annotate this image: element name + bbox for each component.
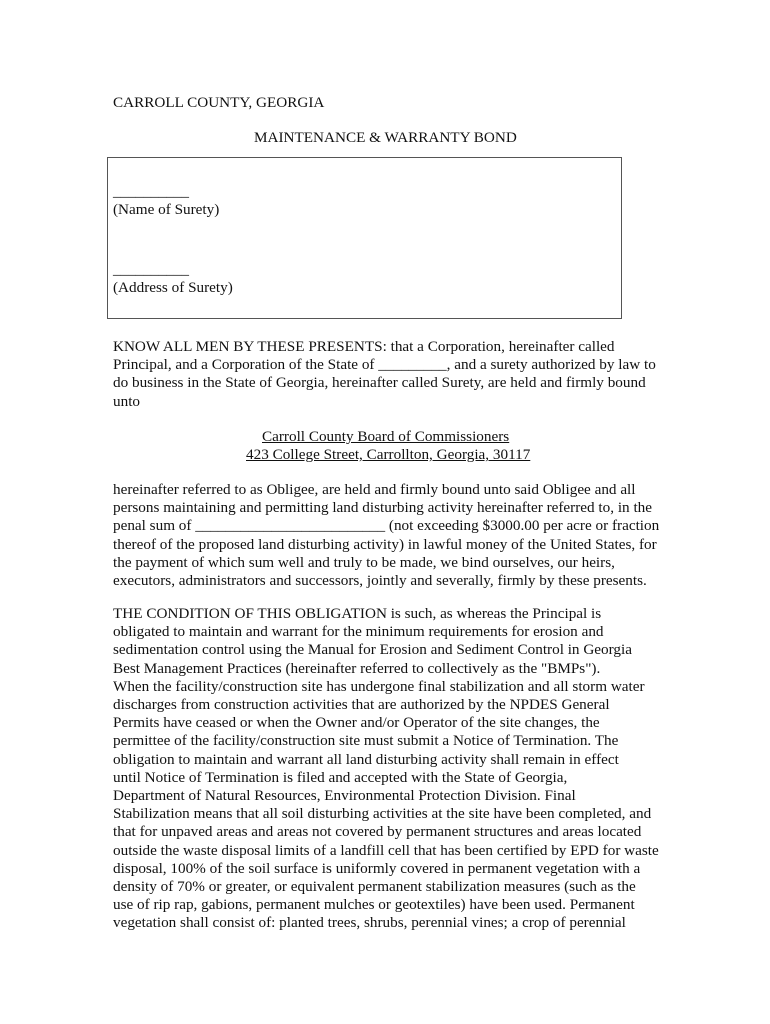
paragraph-line: Stabilization means that all soil disturbing activities at the site have been completed, and [113, 805, 652, 823]
obligee-paragraph [113, 481, 673, 590]
paragraph-line: outside the waste disposal limits of a landfill cell that has been certified by EPD for waste [113, 841, 659, 859]
obligee-name: Carroll County Board of Commissioners [262, 428, 510, 445]
paragraph-line: the payment of which sum well and truly to be made, we bind ourselves, our heirs, [113, 553, 615, 571]
paragraph-line: Best Management Practices (hereinafter referred to collectively as the "BMPs"). [113, 659, 601, 677]
paragraph-line: unto [113, 392, 141, 410]
surety-name-blank: __________ [113, 183, 189, 200]
paragraph-line: discharges from construction activities that are authorized by the NPDES General [113, 696, 610, 714]
paragraph-line: until Notice of Termination is filed and accepted with the State of Georgia, [113, 768, 568, 786]
surety-address-label: (Address of Surety) [113, 279, 233, 296]
paragraph-line: Department of Natural Resources, Environmental Protection Division. Final [113, 787, 576, 805]
surety-address-blank: __________ [113, 261, 189, 278]
intro-paragraph [113, 338, 673, 411]
paragraph-line: obligated to maintain and warrant for the minimum requirements for erosion and [113, 623, 604, 641]
paragraph-line: executors, administrators and successors, jointly and severally, firmly by these presents. [113, 572, 647, 590]
paragraph-line: disposal, 100% of the soil surface is uniformly covered in permanent vegetation with a [113, 859, 641, 877]
paragraph-line: permittee of the facility/construction site must submit a Notice of Termination. The [113, 732, 619, 750]
paragraph-line: thereof of the proposed land disturbing activity) in lawful money of the United States, for [113, 535, 657, 553]
paragraph-line: Permits have ceased or when the Owner and/or Operator of the site changes, the [113, 714, 600, 732]
paragraph-line: density of 70% or greater, or equivalent permanent stabilization measures (such as the [113, 878, 636, 896]
paragraph-line: hereinafter referred to as Obligee, are held and firmly bound unto said Obligee and all [113, 481, 636, 498]
paragraph-line: do business in the State of Georgia, hereinafter called Surety, are held and firmly bound [113, 374, 646, 392]
condition-paragraph [113, 605, 673, 933]
paragraph-line: When the facility/construction site has undergone final stabilization and all storm water [113, 677, 645, 695]
paragraph-line: persons maintaining and permitting land disturbing activity hereinafter referred to, in the [113, 499, 652, 517]
obligee-address: 423 College Street, Carrollton, Georgia, 30117 [246, 446, 531, 464]
paragraph-line: vegetation shall consist of: planted trees, shrubs, perennial vines; a crop of perennial [113, 914, 626, 932]
county-heading: CARROLL COUNTY, GEORGIA [113, 94, 325, 111]
bond-title: MAINTENANCE & WARRANTY BOND [254, 129, 517, 146]
paragraph-line: THE CONDITION OF THIS OBLIGATION is such, as whereas the Principal is [113, 605, 602, 622]
paragraph-line: use of rip rap, gabions, permanent mulches or geotextiles) have been used. Permanent [113, 896, 635, 914]
paragraph-line: sedimentation control using the Manual for Erosion and Sediment Control in Georgia [113, 641, 632, 659]
paragraph-line: Principal, and a Corporation of the State of _________, and a surety authorized by law to [113, 356, 656, 374]
surety-name-label: (Name of Surety) [113, 201, 220, 218]
paragraph-line: obligation to maintain and warrant all land disturbing activity shall remain in effect [113, 750, 619, 768]
paragraph-line: KNOW ALL MEN BY THESE PRESENTS: that a Corporation, hereinafter called [113, 338, 615, 355]
paragraph-line: penal sum of _________________________ (not exceeding $3000.00 per acre or fraction [113, 517, 660, 535]
obligee-block [0, 428, 770, 464]
paragraph-line: that for unpaved areas and areas not covered by permanent structures and areas located [113, 823, 642, 841]
